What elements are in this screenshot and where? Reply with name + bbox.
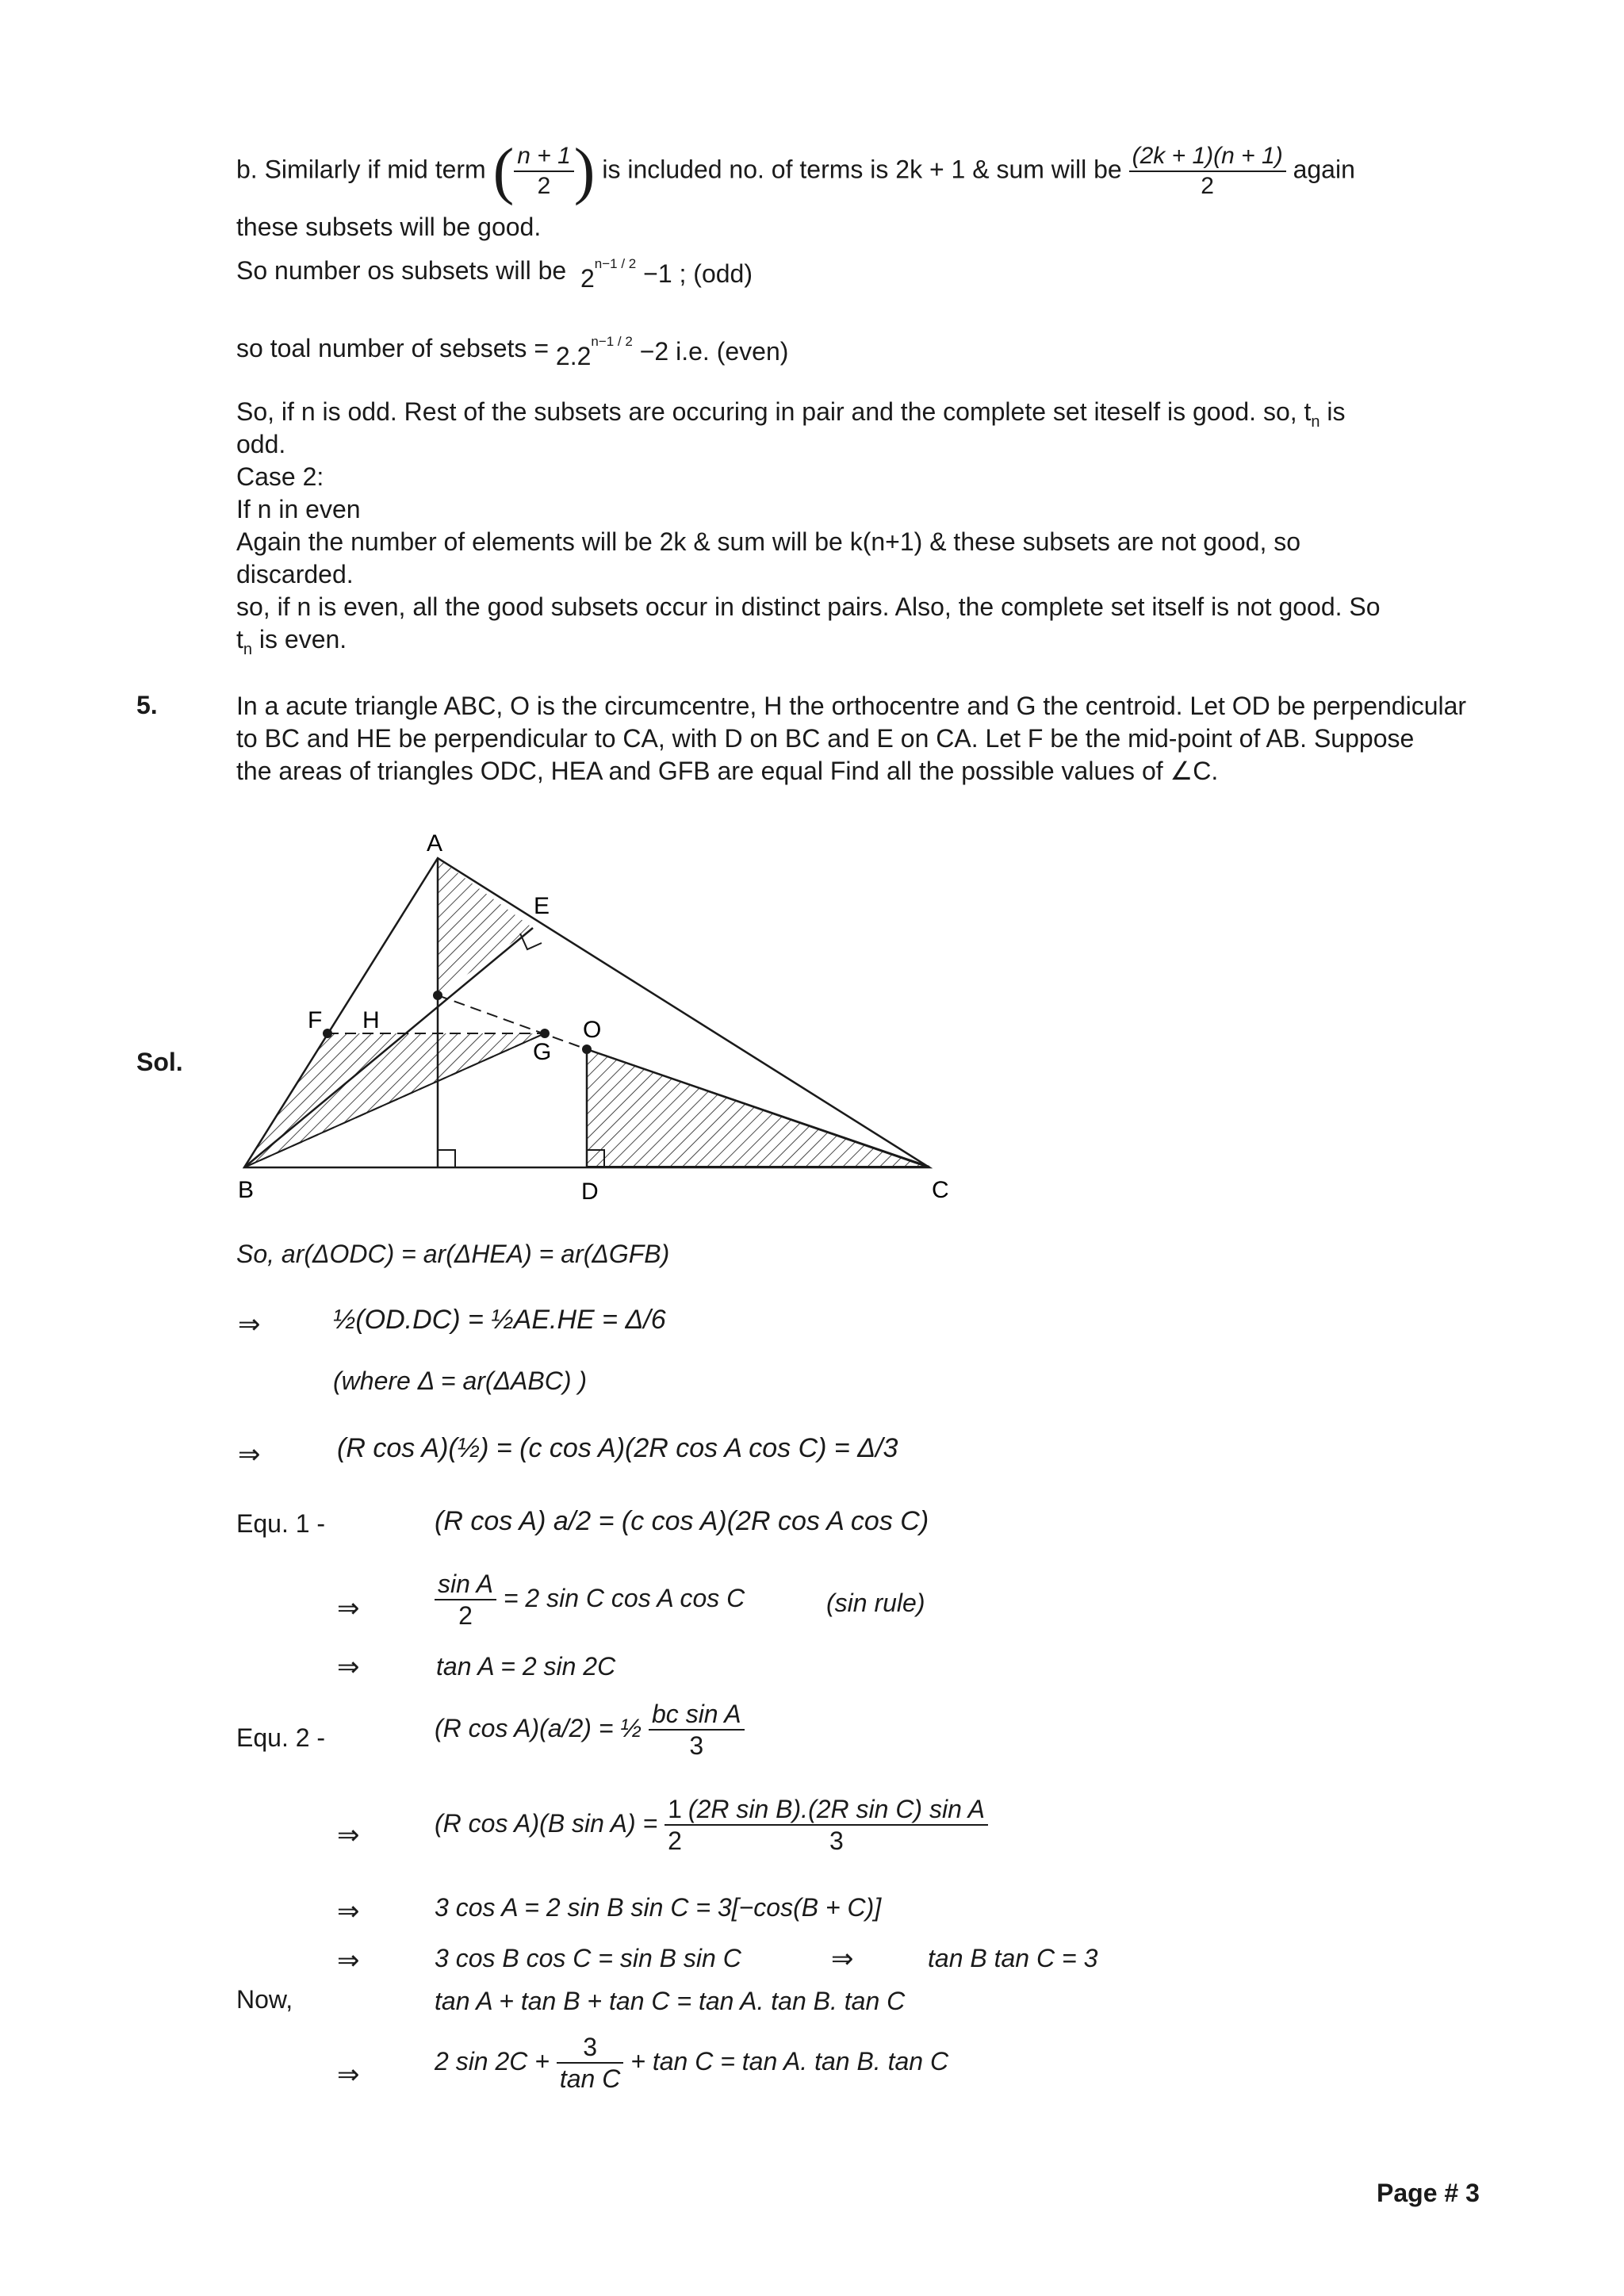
last-fraction: $\frac{3}{\text{tan C}}$ [557,2032,623,2095]
part-b-text-2: is included no. of terms is 2k + 1 & sum will be [602,155,1122,184]
sol-step-4-arrow: ⇒ [238,1439,261,1470]
sol-step-2: ½(OD.DC) = ½AE.HE = Δ/6 [333,1305,666,1335]
label-e: E [534,893,550,919]
eq2-fraction: $\frac{\text{bc sin A}}{3}$ [649,1699,745,1761]
eq2c-arrow: ⇒ [337,1945,360,1976]
subsets-count-line [236,255,753,293]
part-b-text-3: again [1293,155,1355,184]
subsets-count-tail: −1 ; (odd) [643,259,753,288]
page-number: Page # 3 [1377,2179,1480,2207]
eq2b: 3 cos A = 2 sin B sin C = 3[−cos(B + C)] [435,1893,882,1922]
case-p6: discarded. [236,560,354,588]
case-p2: odd. [236,430,286,458]
sol-step-2-arrow: ⇒ [238,1309,261,1340]
part-b-text-4: these subsets will be good. [236,213,542,241]
problem-line-2: to BC and HE be perpendicular to CA, with D on BC and E on CA. Let F be the mid-point of AB. Suppose [236,724,1415,753]
label-o: O [583,1017,602,1043]
total-subsets-tail: −2 i.e. (even) [639,337,789,366]
eq1: (R cos A) a/2 = (c cos A)(2R cos A cos C) [435,1506,929,1536]
total-subsets-line [236,333,789,370]
subsets-count-base: 2 [580,264,595,293]
problem-line-1: In a acute triangle ABC, O is the circumcentre, H the orthocentre and G the centroid. Let OD be perpendicular [236,692,1467,720]
eq2: (R cos A)(a/2) = ½ $\frac{\text{bc sin A}}{3}$ [435,1699,745,1761]
sum-fraction: $\frac{(2k + 1)(n + 1)}{2}$ [1129,142,1286,201]
eq2a-fraction: $\frac{\text{(2R sin B).(2R sin C) sin A}}{3}$ [685,1794,988,1857]
label-b: B [238,1177,255,1203]
point-g [540,1029,550,1038]
triangle-figure [222,825,1015,1205]
eq1a-arrow: ⇒ [337,1593,360,1623]
eq2a-arrow: ⇒ [337,1820,360,1850]
sol-step-4: (R cos A)(½) = (c cos A)(2R cos A cos C) = Δ/3 [337,1433,898,1463]
now-identity: tan A + tan B + tan C = tan A. tan B. tan C [435,1987,906,2015]
eq1a: $\frac{\text{sin A}}{2}$ = 2 sin C cos A cos C [435,1569,745,1631]
eq1b-arrow: ⇒ [337,1652,360,1682]
part-b-line: b. Similarly if mid term ( $\frac{n + 1}{2}$ ) is included no. of terms is 2k + 1 & sum will be $\frac{(2k + 1)(n + 1)}{2}$ again [236,136,1355,206]
total-subsets-text: so toal number of sebsets = [236,334,549,362]
subsets-count-exp: n−1 / 2 [594,256,637,271]
case-p7: so, if n is even, all the good subsets occur in distinct pairs. Also, the complete set itself is not good. So [236,592,1381,621]
last-arrow: ⇒ [337,2060,360,2090]
problem-number: 5. [136,691,158,719]
label-a: A [427,830,443,857]
case-p3: Case 2: [236,462,324,491]
eq2a: (R cos A)(B sin A) = $\frac{1}{2}$ $\frac{\text{(2R sin B).(2R sin C) sin A}}{3}$ [435,1794,988,1857]
label-c: C [932,1177,949,1203]
eq1b: tan A = 2 sin 2C [436,1652,616,1681]
eq1-label: Equ. 1 - [236,1509,326,1538]
now-label: Now, [236,1985,293,2014]
eq2c-right: tan B tan C = 3 [928,1944,1098,1972]
case-p4: If n in even [236,495,361,523]
label-f: F [308,1007,323,1033]
total-subsets-exp: n−1 / 2 [591,334,633,349]
subsets-count-text: So number os subsets will be [236,256,567,285]
sol-step-1: So, ar(ΔODC) = ar(ΔHEA) = ar(ΔGFB) [236,1240,670,1268]
eq2b-arrow: ⇒ [337,1896,360,1926]
case-p1: So, if n is odd. Rest of the subsets are occuring in pair and the complete set iteself is good. so, $t_n$ is [236,397,1346,431]
part-b-text-1: b. Similarly if mid term [236,155,486,184]
eq2-label: Equ. 2 - [236,1723,326,1752]
eq2c: 3 cos B cos C = sin B sin C [435,1944,741,1972]
point-f [323,1029,332,1038]
sol-label: Sol. [136,1048,183,1076]
last-equation: 2 sin 2C + $\frac{3}{\text{tan C}}$ + tan C = tan A. tan B. tan C [435,2033,949,2094]
right-angle-foot-a [438,1150,455,1167]
case-p8: $t_n$ is even. [236,625,347,658]
point-h [433,991,442,1000]
eq2c-arrow-2: ⇒ [831,1944,854,1974]
mid-term-fraction: $\frac{n + 1}{2}$ [514,142,574,201]
eq1a-fraction: $\frac{\text{sin A}}{2}$ [435,1569,496,1631]
label-d: D [581,1179,599,1205]
point-o [582,1045,592,1054]
eq1a-note: (sin rule) [826,1589,925,1617]
total-subsets-expr: 2.2 [555,342,592,370]
sol-step-3: (where Δ = ar(ΔABC) ) [333,1366,588,1395]
problem-line-3: the areas of triangles ODC, HEA and GFB are equal Find all the possible values of ∠C. [236,757,1219,785]
case-p5: Again the number of elements will be 2k & sum will be k(n+1) & these subsets are not good, so [236,527,1301,556]
label-h: H [362,1007,380,1033]
label-g: G [533,1039,552,1065]
triangle-hea-shaded [438,858,533,995]
eq2a-half: $\frac{1}{2}$ [665,1794,685,1857]
